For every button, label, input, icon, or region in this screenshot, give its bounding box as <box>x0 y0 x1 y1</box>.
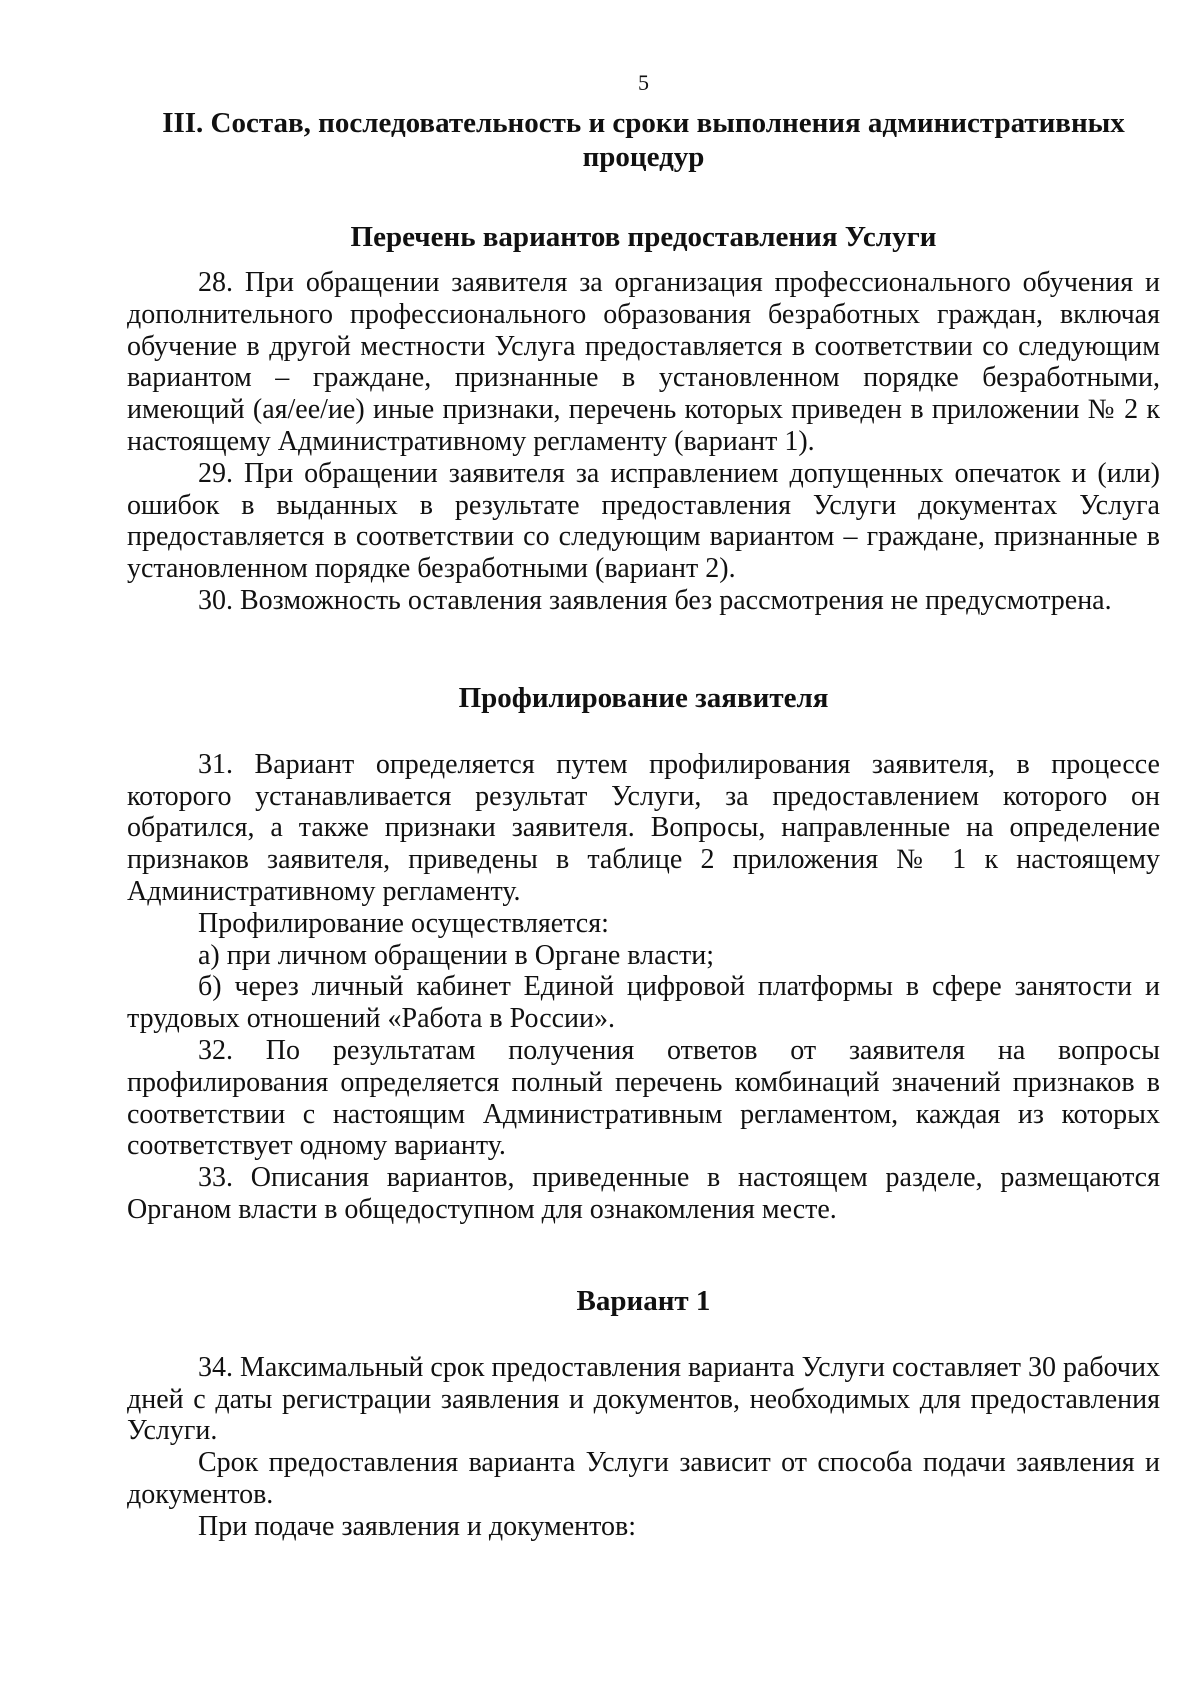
section-variants-list <box>127 220 1160 617</box>
section-variant-1 <box>127 1284 1160 1543</box>
page-content <box>127 70 1160 1543</box>
paragraph-30: 30. Возможность оставления заявления без рассмотрения не предусмотрена. <box>198 584 1112 616</box>
paragraph-29: 29. При обращении заявителя за исправлением допущенных опечаток и (или) ошибок в выданных в результате предоставления Услуги документах Услуга предоставляется в соответствии со следующим вариантом – граждане, признанные в установленном порядке безработными (вариант 2). <box>127 457 1160 585</box>
section-profiling <box>127 681 1160 1226</box>
paragraph-profiling-intro: Профилирование осуществляется: <box>198 907 609 939</box>
page-number: 5 <box>638 70 649 95</box>
section-title-profiling: Профилирование заявителя <box>458 681 829 714</box>
paragraph-submission: При подаче заявления и документов: <box>198 1510 636 1542</box>
section-title-variant-1: Вариант 1 <box>576 1284 711 1317</box>
paragraph-32: 32. По результатам получения ответов от заявителя на вопросы профилирования определяется полный перечень комбинаций значений признаков в соответствии с настоящим Административным регламентом, каждая из которых соответствует одному варианту. <box>127 1034 1160 1162</box>
paragraph-term-depends: Срок предоставления варианта Услуги зависит от способа подачи заявления и документов. <box>127 1447 1160 1510</box>
list-item-a: а) при личном обращении в Органе власти; <box>198 939 714 971</box>
paragraph-34: 34. Максимальный срок предоставления варианта Услуги составляет 30 рабочих дней с даты регистрации заявления и документов, необходимых для предоставления Услуги. <box>127 1351 1160 1447</box>
paragraph-28: 28. При обращении заявителя за организация профессионального обучения и дополнительного профессионального образования безработных граждан, включая обучение в другой местности Услуга предоставляется в соответствии со следующим вариантом – граждане, признанные в установленном порядке безработными, имеющий (ая/ее/ие) иные признаки, перечень которых приведен в приложении № 2 к настоящему Административному регламенту (вариант 1). <box>127 267 1160 457</box>
paragraph-31: 31. Вариант определяется путем профилирования заявителя, в процессе которого устанавливается результат Услуги, за предоставлением которого он обратился, а также признаки заявителя. Вопросы, направленные на определение признаков заявителя, приведены в таблице 2 приложения № 1 к настоящему Административному регламенту. <box>127 748 1160 907</box>
list-item-b: б) через личный кабинет Единой цифровой платформы в сфере занятости и трудовых отношений «Работа в России». <box>127 971 1160 1035</box>
chapter-title: III. Состав, последовательность и сроки выполнения административных процедур <box>162 107 1125 173</box>
paragraph-33: 33. Описания вариантов, приведенные в настоящем разделе, размещаются Органом власти в общедоступном для ознакомления месте. <box>127 1162 1160 1225</box>
section-title-variants-list: Перечень вариантов предоставления Услуги <box>350 221 937 253</box>
